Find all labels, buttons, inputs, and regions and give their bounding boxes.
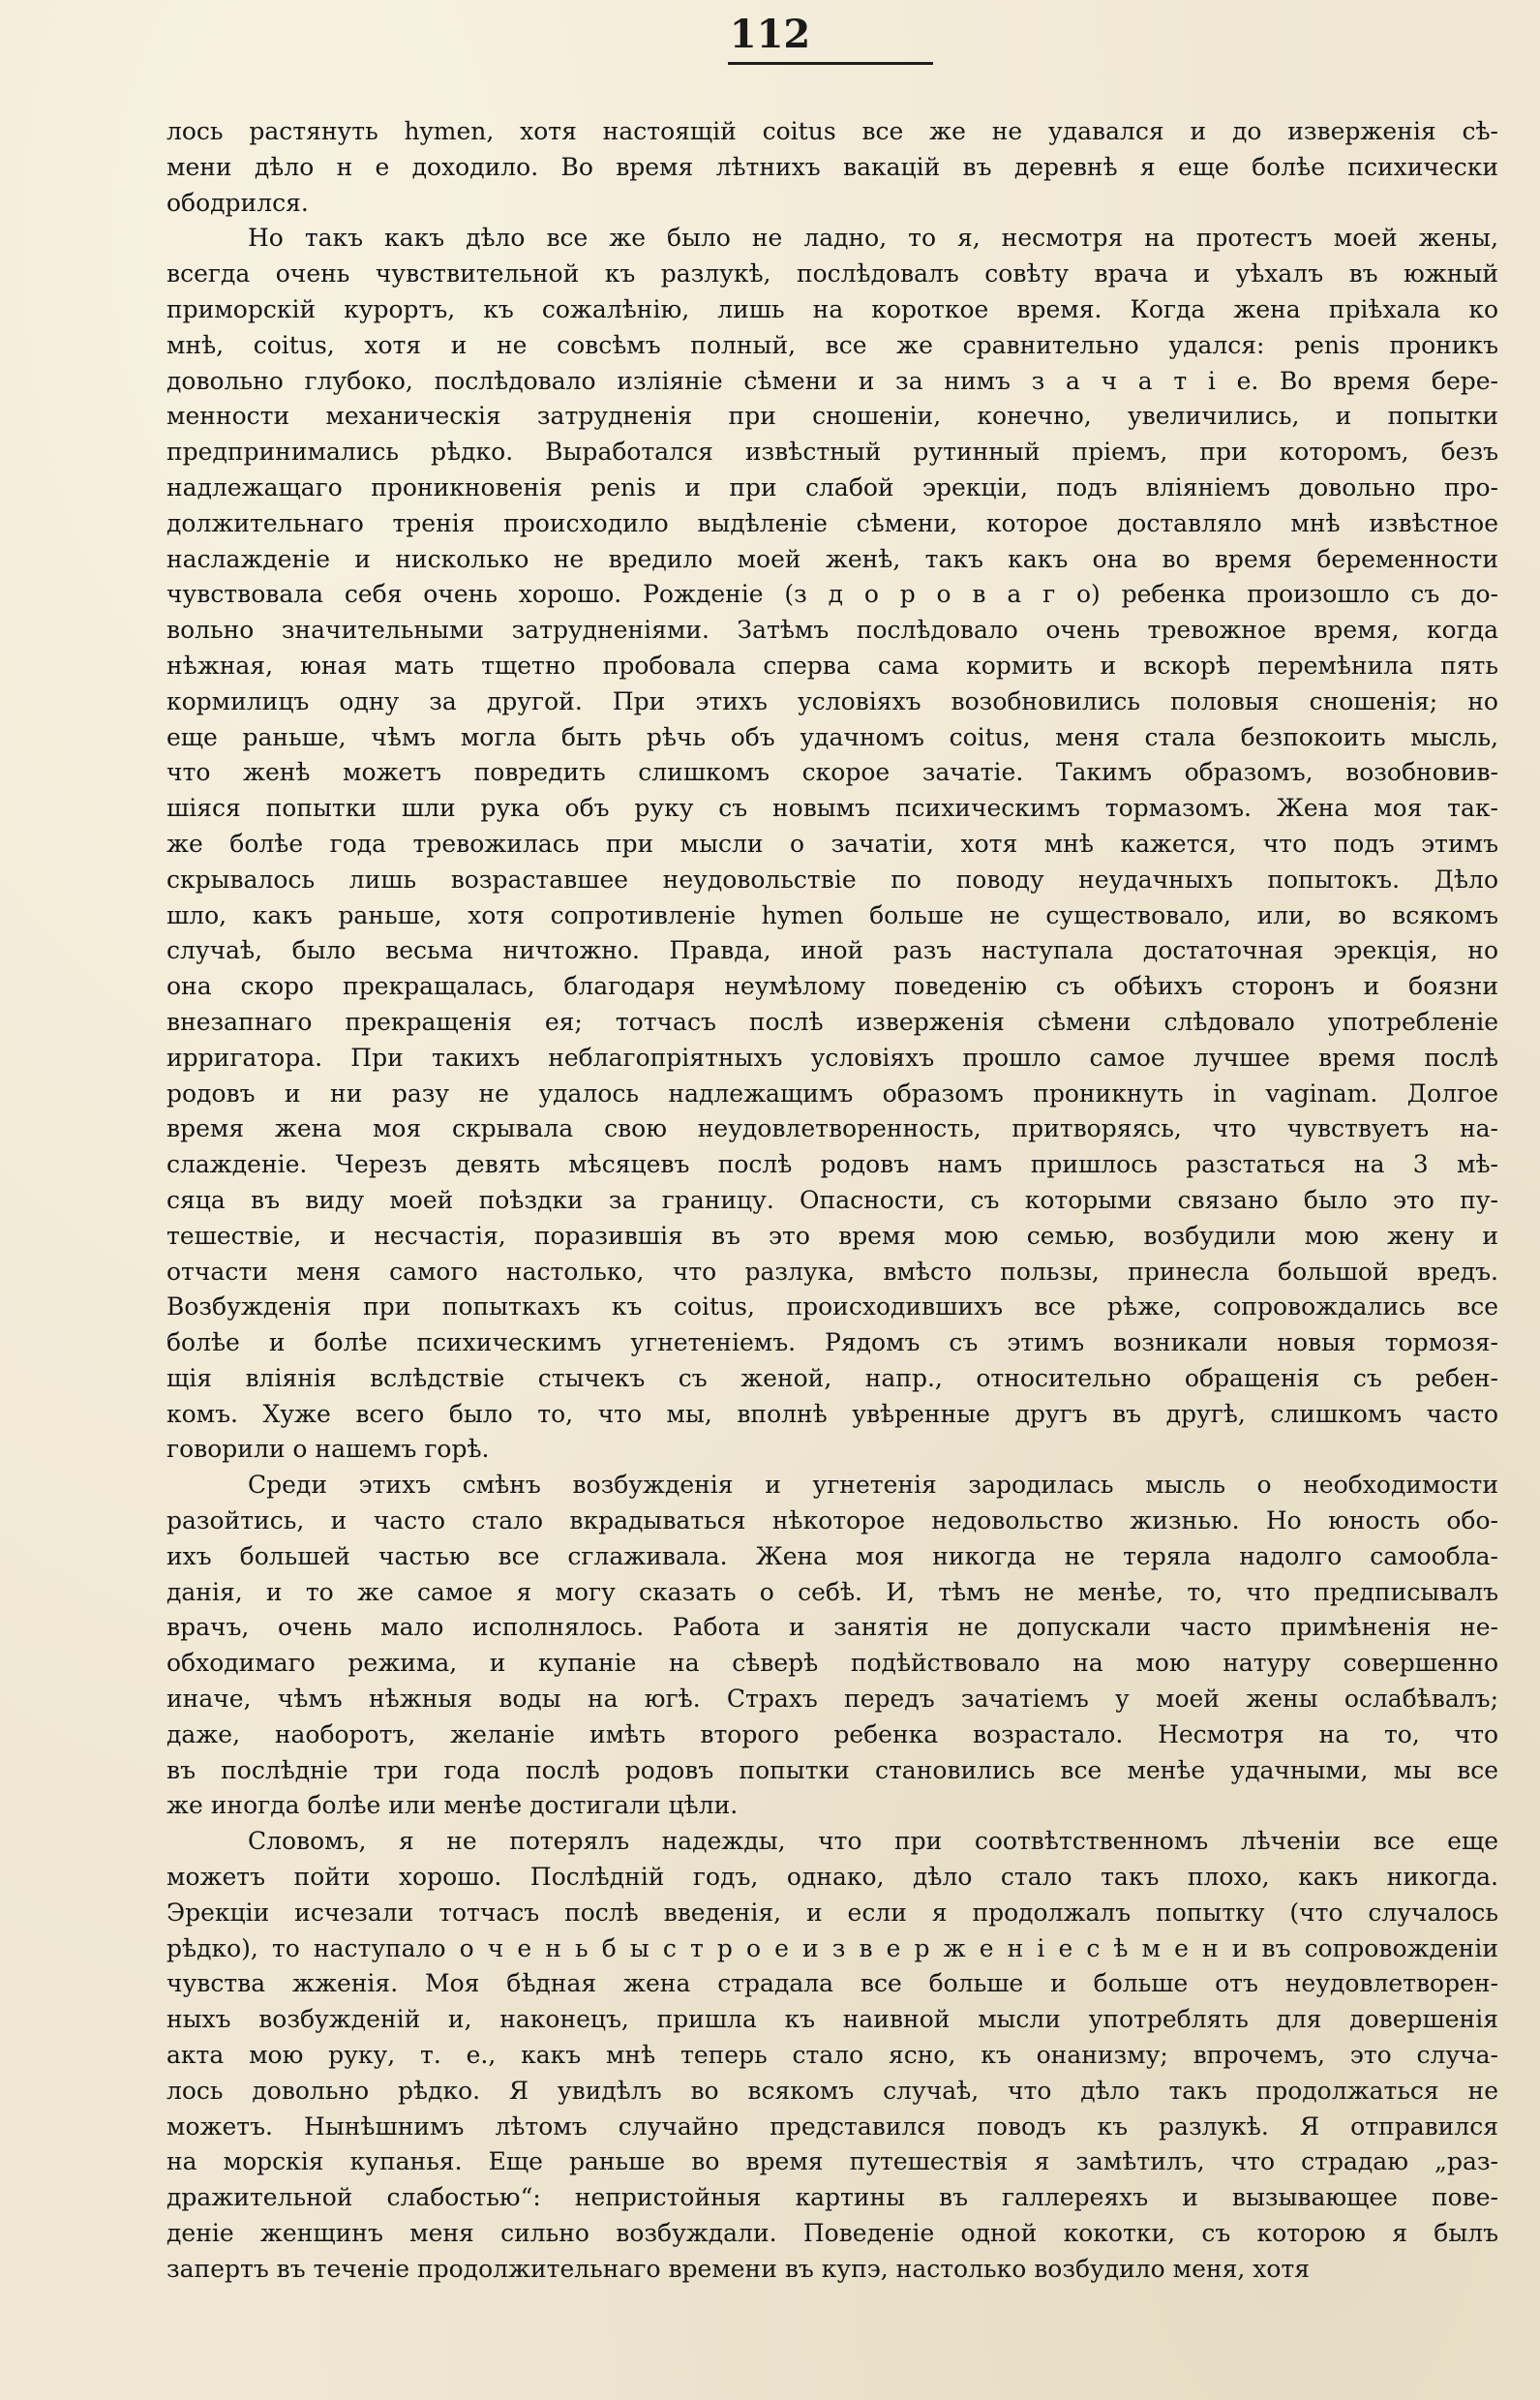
text-line: можетъ. Нынѣшнимъ лѣтомъ случайно представился поводъ къ разлукѣ. Я отправился xyxy=(166,2111,1498,2141)
text-line: въ послѣдніе три года послѣ родовъ попытки становились все менѣе удачными, мы все xyxy=(166,1755,1498,1784)
text-line: должительнаго тренія происходило выдѣленіе сѣмени, которое доставляло мнѣ извѣстное xyxy=(166,508,1498,537)
text-line: рѣдко), то наступало о ч е н ь б ы с т р о е и з в е р ж е н і е с ѣ м е н и въ сопровожденіи xyxy=(166,1933,1498,1962)
text-line: Словомъ, я не потерялъ надежды, что при соотвѣтственномъ лѣченіи все еще xyxy=(248,1827,1498,1856)
text-line: на морскія купанья. Еще раньше во время путешествія я замѣтилъ, что страдаю „раз- xyxy=(166,2147,1498,2176)
text-line: даже, наоборотъ, желаніе имѣть второго ребенка возрастало. Несмотря на то, что xyxy=(166,1719,1498,1748)
text-line: запертъ въ теченіе продолжительнаго времени въ купэ, настолько возбудило меня, хотя xyxy=(166,2254,1310,2283)
text-line: же болѣе года тревожилась при мысли о зачатіи, хотя мнѣ кажется, что подъ этимъ xyxy=(166,829,1498,858)
text-line: ихъ большей частью все сглаживала. Жена моя никогда не теряла надолго самообла- xyxy=(166,1541,1498,1570)
text-line: Эрекціи исчезали тотчасъ послѣ введенія, и если я продолжалъ попытку (что случалось xyxy=(166,1898,1498,1927)
text-line: мени дѣло н е доходило. Во время лѣтнихъ вакацій въ деревнѣ я еще болѣе психически xyxy=(166,152,1498,181)
text-line: Но такъ какъ дѣло все же было не ладно, то я, несмотря на протестъ моей жены, xyxy=(248,224,1498,253)
text-line: ныхъ возбужденій и, наконецъ, пришла къ наивной мысли употреблять для довершенія xyxy=(166,2005,1498,2034)
text-line: случаѣ, было весьма ничтожно. Правда, иной разъ наступала достаточная эрекція, но xyxy=(166,936,1498,965)
text-line: сяца въ виду моей поѣздки за границу. Опасности, съ которыми связано было это пу- xyxy=(166,1185,1498,1214)
text-line: еще раньше, чѣмъ могла быть рѣчь объ удачномъ coitus, меня стала безпокоить мысль, xyxy=(166,722,1498,751)
text-line: врачъ, очень мало исполнялось. Работа и занятія не допускали часто примѣненія не- xyxy=(166,1613,1498,1642)
text-line: надлежащаго проникновенія penis и при слабой эрекціи, подъ вліяніемъ довольно про- xyxy=(166,472,1498,501)
text-line: скрывалось лишь возраставшее неудовольствіе по поводу неудачныхъ попытокъ. Дѣло xyxy=(166,865,1498,894)
text-line: приморскій курортъ, къ сожалѣнію, лишь на короткое время. Когда жена пріѣхала ко xyxy=(166,294,1498,323)
text-line: чувства жженія. Моя бѣдная жена страдала все больше и больше отъ неудовлетворен- xyxy=(166,1969,1498,1998)
text-line: же иногда болѣе или менѣе достигали цѣли. xyxy=(166,1791,739,1820)
text-line: ободрился. xyxy=(166,188,309,217)
paragraph-4 xyxy=(166,1824,1498,2287)
text-line: ирригатора. При такихъ неблагопріятныхъ условіяхъ прошло самое лучшее время послѣ xyxy=(166,1043,1498,1072)
text-line: внезапнаго прекращенія ея; тотчасъ послѣ изверженія сѣмени слѣдовало употребленіе xyxy=(166,1007,1498,1036)
text-line: слажденіе. Черезъ девять мѣсяцевъ послѣ родовъ намъ пришлось разстаться на 3 мѣ- xyxy=(166,1150,1498,1179)
text-line: вольно значительными затрудненіями. Затѣмъ послѣдовало очень тревожное время, когда xyxy=(166,616,1498,645)
paragraph-3 xyxy=(166,1468,1498,1824)
text-line: болѣе и болѣе психическимъ угнетеніемъ. Рядомъ съ этимъ возникали новыя тормозя- xyxy=(166,1328,1498,1357)
text-line: нѣжная, юная мать тщетно пробовала сперва сама кормить и вскорѣ перемѣнила пять xyxy=(166,651,1498,680)
text-line: тешествіе, и несчастія, поразившія въ это время мою семью, возбудили мою жену и xyxy=(166,1221,1498,1250)
text-line: всегда очень чувствительной къ разлукѣ, послѣдовалъ совѣту врача и уѣхалъ въ южный xyxy=(166,259,1498,289)
text-line: акта мою руку, т. е., какъ мнѣ теперь стало ясно, къ онанизму; впрочемъ, это случа- xyxy=(166,2041,1498,2070)
page-number-rule xyxy=(728,62,933,65)
text-line: щія вліянія вслѣдствіе стычекъ съ женой, напр., относительно обращенія съ ребен- xyxy=(166,1363,1498,1392)
text-line: дражительной слабостью“: непристойныя картины въ галлереяхъ и вызывающее пове- xyxy=(166,2183,1498,2212)
text-line: мнѣ, coitus, хотя и не совсѣмъ полный, все же сравнительно удался: penis проникъ xyxy=(166,330,1498,359)
paragraph-1 xyxy=(166,114,1498,221)
paragraph-2 xyxy=(166,221,1498,1468)
text-line: деніе женщинъ меня сильно возбуждали. Поведеніе одной кокотки, съ которою я былъ xyxy=(166,2219,1498,2248)
text-line: что женѣ можетъ повредить слишкомъ скорое зачатіе. Такимъ образомъ, возобновив- xyxy=(166,758,1498,787)
text-line: чувствовала себя очень хорошо. Рожденіе (з д о р о в а г о) ребенка произошло съ до- xyxy=(166,580,1498,609)
text-line: лось довольно рѣдко. Я увидѣлъ во всякомъ случаѣ, что дѣло такъ продолжаться не xyxy=(166,2076,1498,2105)
text-line: комъ. Хуже всего было то, что мы, вполнѣ увѣренные другъ въ другѣ, слишкомъ часто xyxy=(166,1399,1498,1428)
text-line: довольно глубоко, послѣдовало изліяніе сѣмени и за нимъ з а ч а т і е. Во время бере- xyxy=(166,366,1498,395)
text-line: лось растянуть hymen, хотя настоящій coitus все же не удавался и до изверженія сѣ- xyxy=(166,117,1498,145)
text-line: обходимаго режима, и купаніе на сѣверѣ подѣйствовало на мою натуру совершенно xyxy=(166,1649,1498,1678)
text-line: шіяся попытки шли рука объ руку съ новымъ психическимъ тормазомъ. Жена моя так- xyxy=(166,794,1498,823)
text-line: родовъ и ни разу не удалось надлежащимъ образомъ проникнуть in vaginam. Долгое xyxy=(166,1078,1498,1108)
body-text xyxy=(166,114,1498,2288)
text-line: кормилицъ одну за другой. При этихъ условіяхъ возобновились половыя сношенія; но xyxy=(166,686,1498,715)
text-line: говорили о нашемъ горѣ. xyxy=(166,1435,490,1464)
text-line: данія, и то же самое я могу сказать о себѣ. И, тѣмъ не менѣе, то, что предписывалъ xyxy=(166,1577,1498,1606)
text-line: Возбужденія при попыткахъ къ coitus, происходившихъ все рѣже, сопровождались все xyxy=(166,1292,1498,1322)
text-line: Среди этихъ смѣнъ возбужденія и угнетенія зародилась мысль о необходимости xyxy=(248,1471,1498,1500)
text-line: время жена моя скрывала свою неудовлетворенность, притворяясь, что чувствуетъ на- xyxy=(166,1114,1498,1143)
text-line: шло, какъ раньше, хотя сопротивленіе hymen больше не существовало, или, во всякомъ xyxy=(166,900,1498,929)
text-line: иначе, чѣмъ нѣжныя воды на югѣ. Страхъ передъ зачатіемъ у моей жены ослабѣвалъ; xyxy=(166,1685,1498,1714)
text-line: она скоро прекращалась, благодаря неумѣлому поведенію съ обѣихъ сторонъ и боязни xyxy=(166,972,1498,1001)
text-line: наслажденіе и нисколько не вредило моей женѣ, такъ какъ она во время беременности xyxy=(166,544,1498,573)
text-line: предпринимались рѣдко. Выработался извѣстный рутинный пріемъ, при которомъ, безъ xyxy=(166,438,1498,467)
text-line: разойтись, и часто стало вкрадываться нѣкоторое недовольство жизнью. Но юность обо- xyxy=(166,1506,1498,1535)
text-line: отчасти меня самого настолько, что разлука, вмѣсто пользы, принесла большой вредъ. xyxy=(166,1257,1498,1286)
text-line: можетъ пойти хорошо. Послѣдній годъ, однако, дѣло стало такъ плохо, какъ никогда. xyxy=(166,1863,1498,1892)
page-number: 112 xyxy=(729,12,811,57)
text-line: менности механическія затрудненія при сношеніи, конечно, увеличились, и попытки xyxy=(166,402,1498,431)
